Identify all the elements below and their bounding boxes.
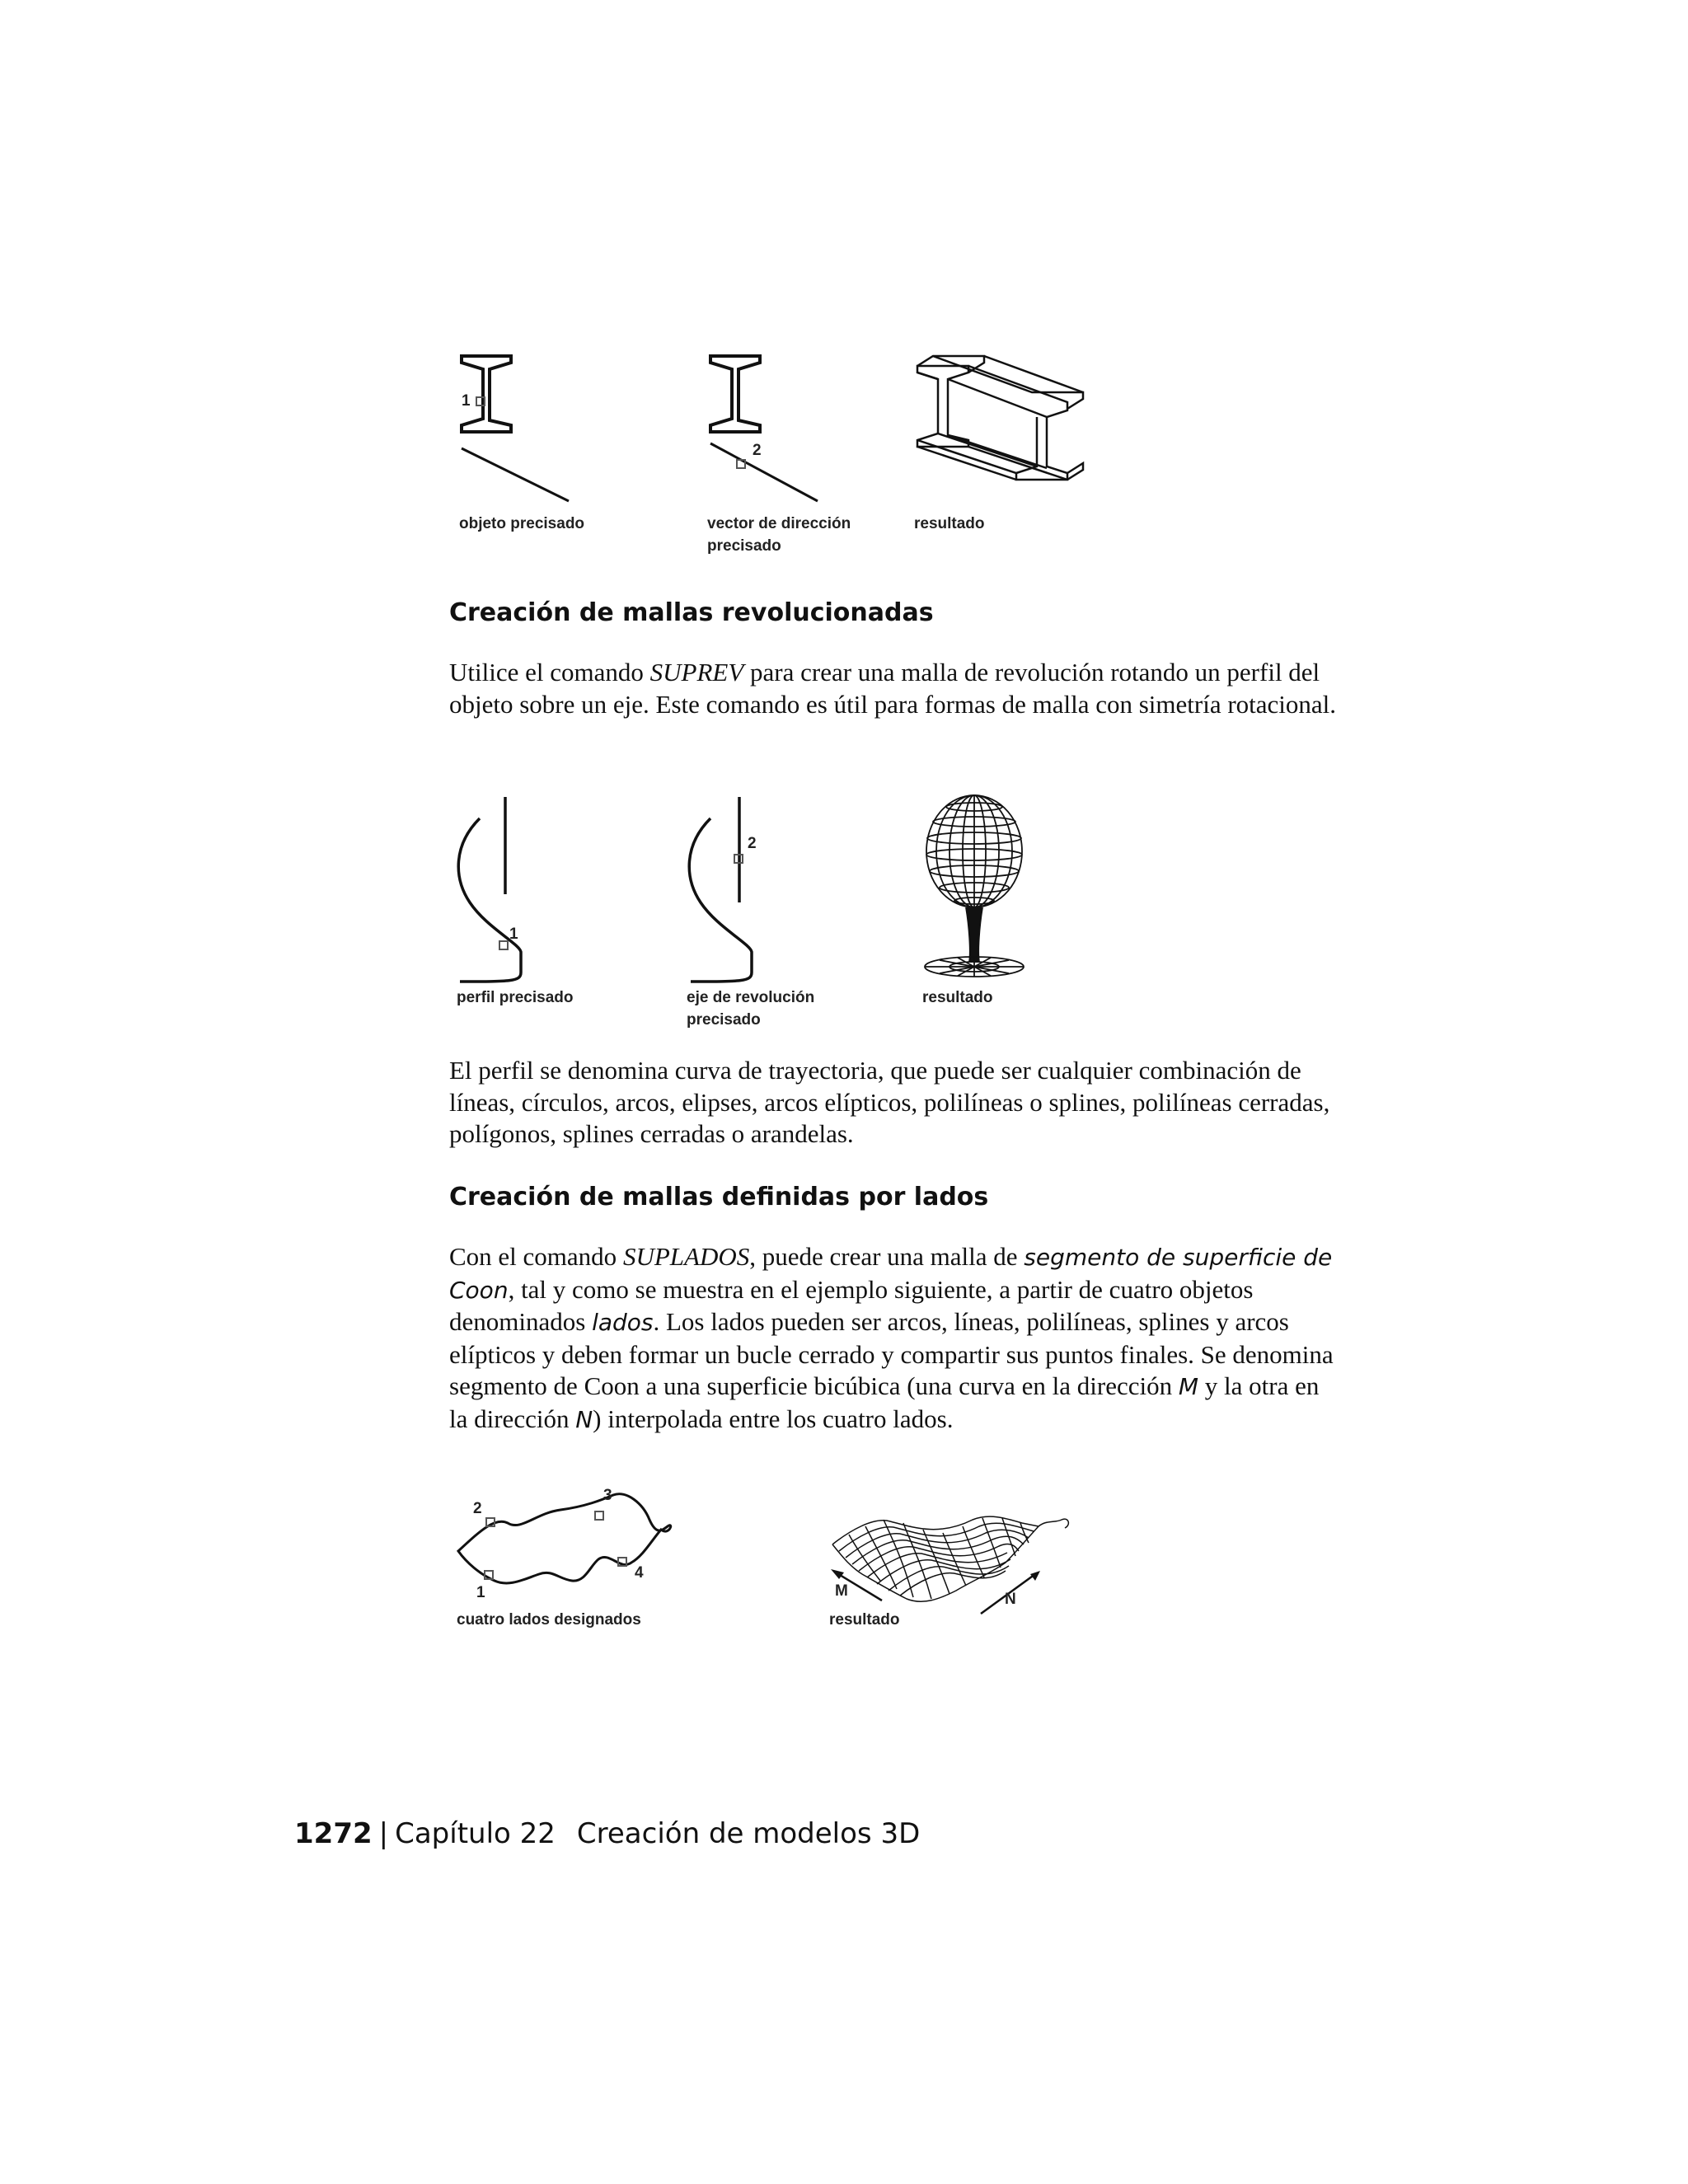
direction-line-1 <box>462 448 569 501</box>
caption-perfil-precisado: perfil precisado <box>457 989 574 1006</box>
arrow-n-head <box>1030 1571 1040 1581</box>
figure-revolution <box>445 787 1104 1034</box>
section-heading-lados: Creación de mallas definidas por lados <box>449 1183 989 1212</box>
coon-surface-mesh <box>832 1516 1068 1601</box>
chapter-title: Creación de modelos 3D <box>576 1817 921 1850</box>
label-edge-2: 2 <box>473 1500 482 1517</box>
command-suplados: SUPLADOS <box>622 1242 750 1271</box>
caption-vector-direccion: vector de dirección <box>707 515 851 532</box>
term-lados: lados <box>592 1309 654 1336</box>
pick-edge-3 <box>595 1511 603 1520</box>
caption-eje-revolucion: eje de revolución <box>687 989 815 1006</box>
wine-glass-mesh <box>925 795 1024 977</box>
profile-curve-1 <box>458 818 521 982</box>
caption-resultado-2: resultado <box>922 989 993 1006</box>
arrow-m-head <box>831 1569 844 1579</box>
figure-extrusion <box>445 338 1104 569</box>
extruded-beam <box>917 356 1083 480</box>
term-coon-patch: segmento de superficie de Coon <box>449 1244 1333 1304</box>
figure-coon-patch <box>445 1483 1104 1648</box>
label-edge-1: 1 <box>476 1584 485 1601</box>
label-1: 1 <box>462 392 471 410</box>
command-suprev: SUPREV <box>649 658 744 687</box>
profile-curve-2 <box>689 818 752 982</box>
term-n: N <box>575 1405 593 1433</box>
term-m: M <box>1178 1373 1199 1400</box>
section-heading-revolucionadas: Creación de mallas revolucionadas <box>449 598 934 627</box>
caption-resultado-3: resultado <box>829 1611 900 1629</box>
label-axis-2: 2 <box>748 835 757 852</box>
label-2: 2 <box>753 442 762 459</box>
caption-resultado: resultado <box>914 515 985 532</box>
caption-cuatro-lados: cuatro lados designados <box>457 1611 641 1629</box>
label-direction-m: M <box>835 1582 848 1600</box>
paragraph-suplados: Con el comando SUPLADOS, puede crear una malla de segmento de superficie de Coon, tal y como se muestra en el ejemplo siguiente, a partir de cuatro objetos denominados lados. Los lados pueden ser arcos, líneas, polilíneas, splines y arcos elípticos y deben formar un bucle cerrado y compartir sus puntos finales. Se denomina segmento de Coon a una superficie bicúbica (una curva en la dirección M y la otra en la dirección N) interpolada entre los cuatro lados. <box>449 1242 1334 1433</box>
paragraph-perfil: El perfil se denomina curva de trayectoria, que puede ser cualquier combinación de líneas, círculos, arcos, elipses, arcos elípticos, polilíneas o splines, polilíneas cerradas, polígonos, splines cerradas o arandelas. <box>449 1056 1330 1148</box>
label-edge-4: 4 <box>635 1564 644 1582</box>
label-direction-n: N <box>1005 1591 1016 1608</box>
caption-objeto-precisado: objeto precisado <box>459 515 585 532</box>
page-footer <box>294 1817 920 1850</box>
paragraph-suprev: Utilice el comando SUPREV para crear una malla de revolución rotando un perfil del objeto sobre un eje. Este comando es útil para formas de malla con simetría rotacional. <box>449 658 1337 719</box>
label-edge-3: 3 <box>603 1487 612 1504</box>
pick-point-profile <box>499 941 508 949</box>
footer-separator: | <box>378 1817 389 1850</box>
caption-precisado: precisado <box>707 537 781 555</box>
i-profile-2 <box>710 356 760 432</box>
page-number: 1272 <box>294 1817 373 1850</box>
chapter-label: Capítulo 22 <box>395 1817 556 1850</box>
label-profile-1: 1 <box>509 926 518 943</box>
caption-precisado-2: precisado <box>687 1011 761 1029</box>
direction-line-2 <box>710 443 818 501</box>
